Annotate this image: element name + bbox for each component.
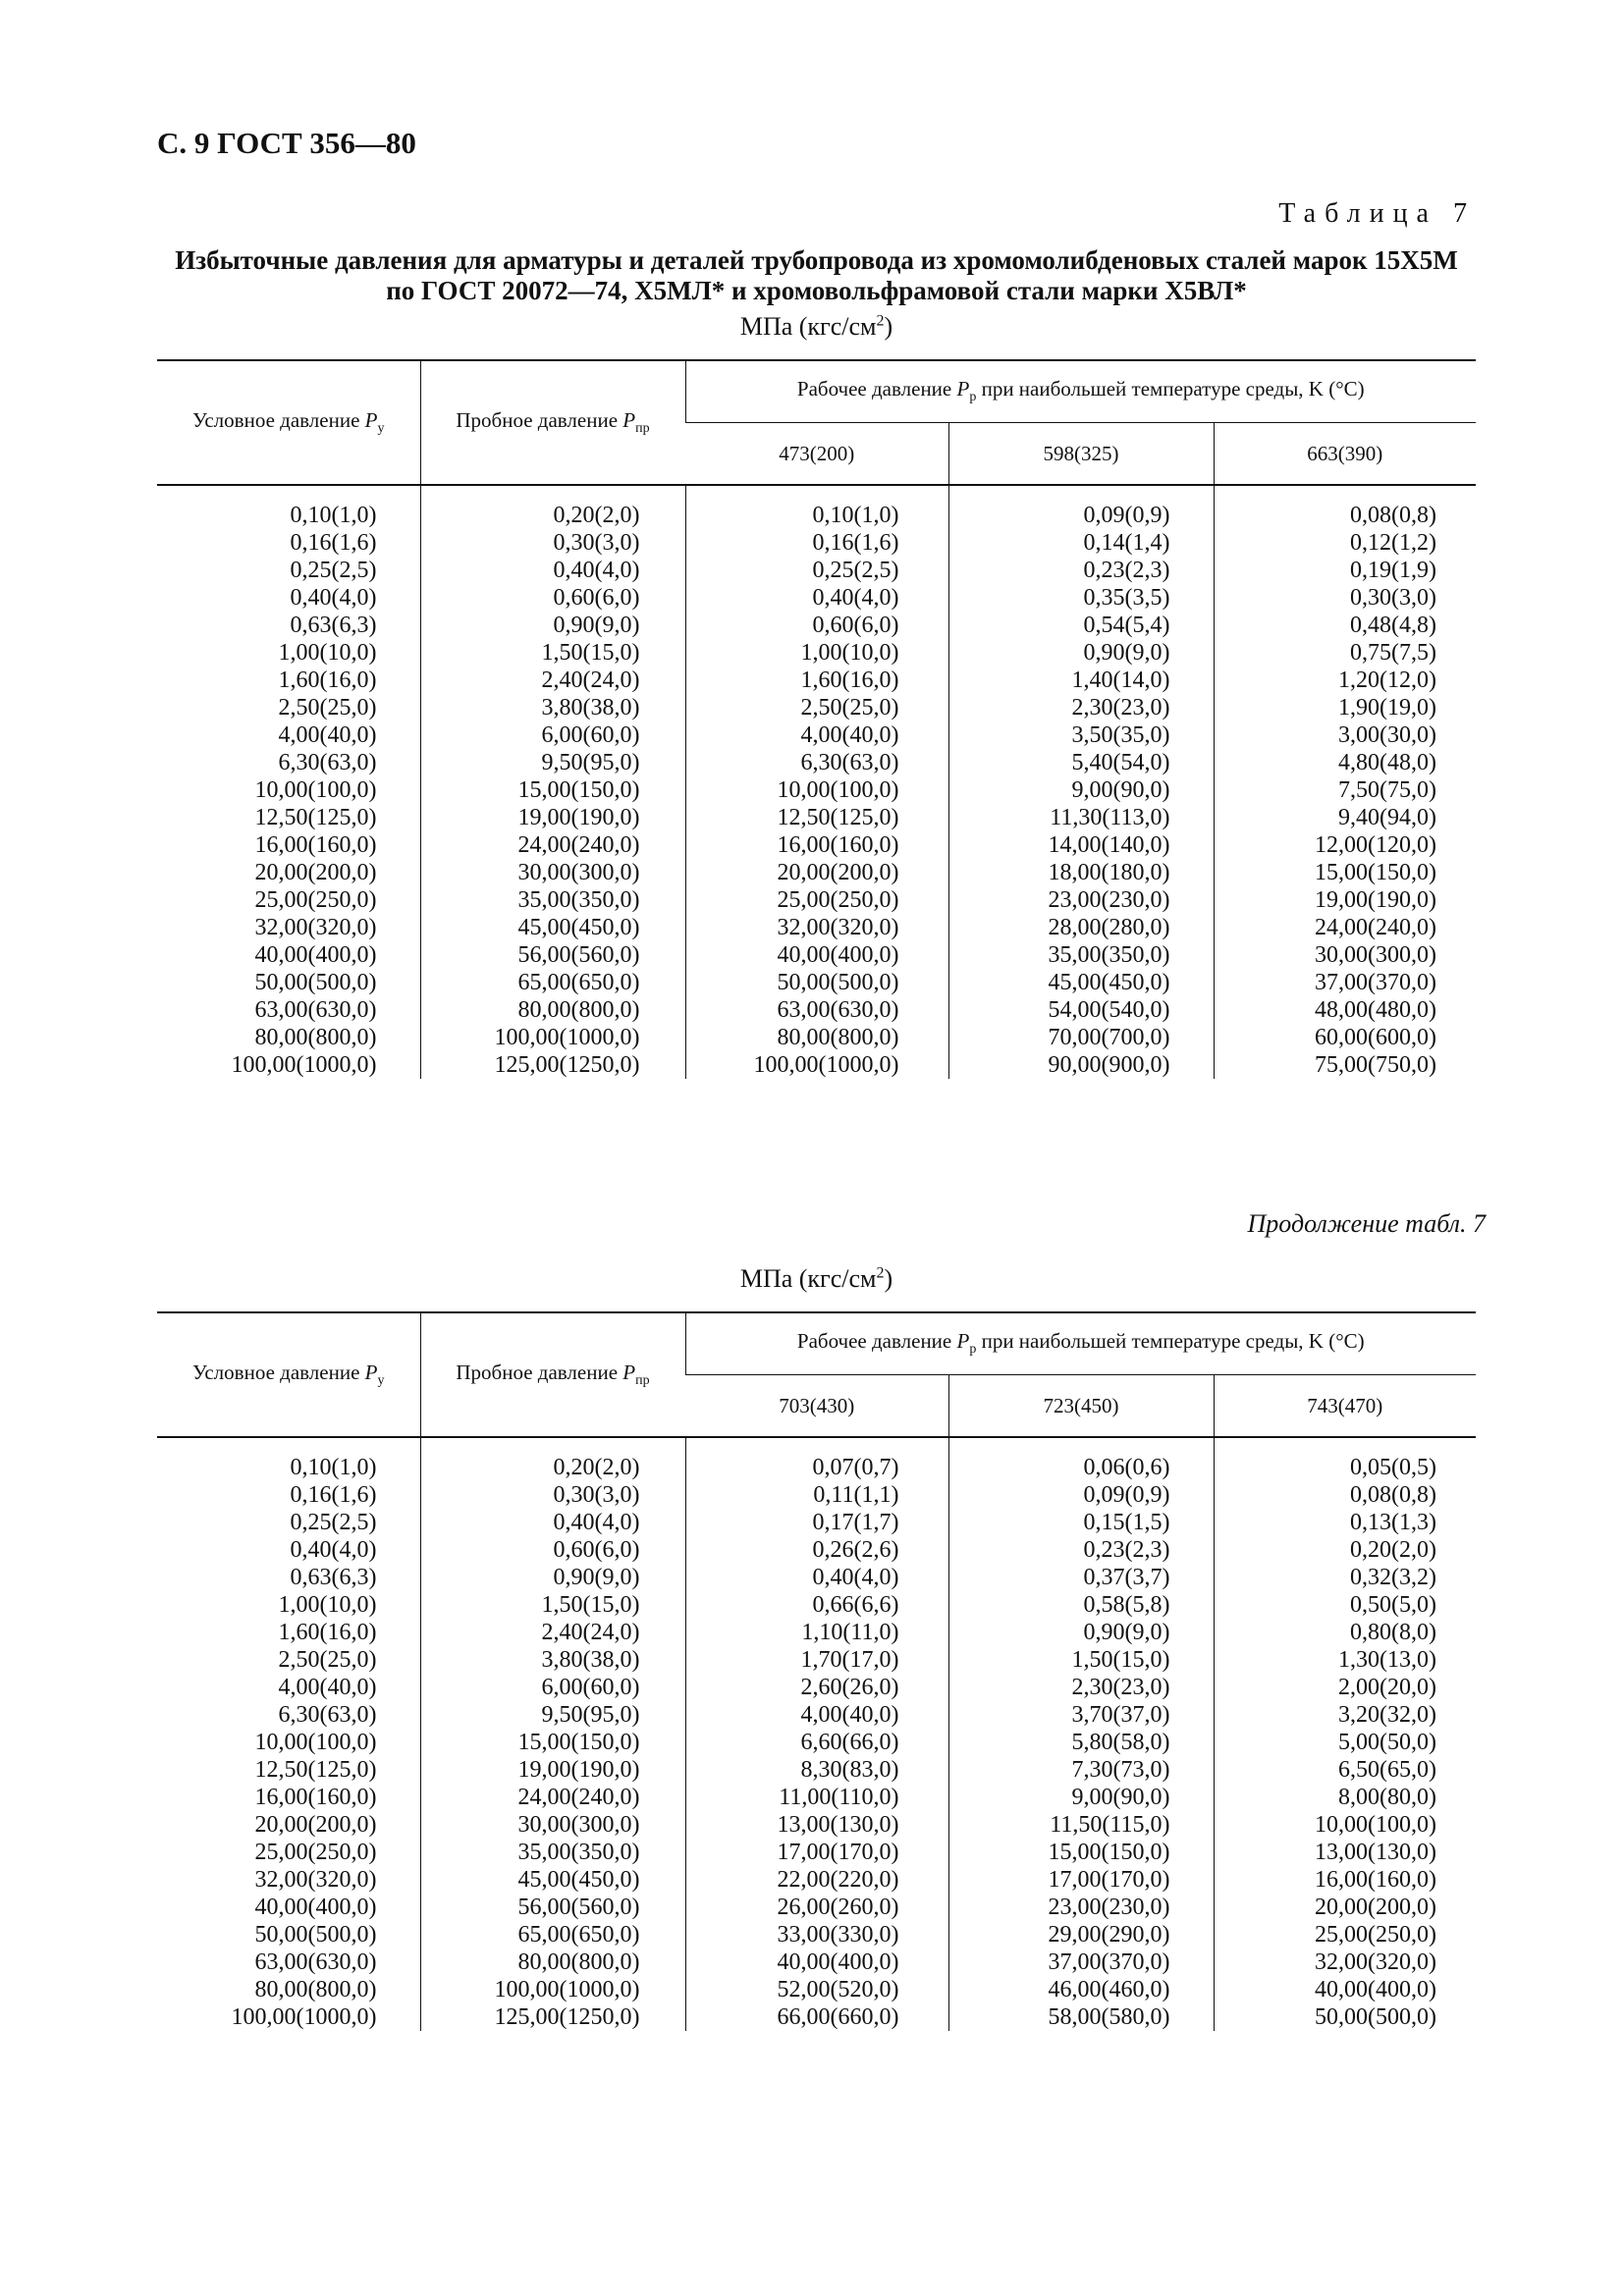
cell-test: 65,00(650,0) <box>420 969 685 996</box>
cell-nominal: 50,00(500,0) <box>254 970 377 995</box>
cell-working-2: 0,23(2,3) <box>948 1536 1214 1564</box>
cell-test: 2,40(24,0) <box>420 1619 685 1646</box>
cell-working-3: 12,00(120,0) <box>1214 831 1476 859</box>
cell-working-1: 0,10(1,0) <box>685 485 948 529</box>
cell-working-3: 0,12(1,2) <box>1214 529 1476 557</box>
cell-working-1: 40,00(400,0) <box>685 941 948 969</box>
table-row <box>157 804 1476 831</box>
table-title-line-2: по ГОСТ 20072—74, Х5МЛ* и хромовольфрамовой стали марки Х5ВЛ* <box>386 276 1247 305</box>
cell-working-2: 29,00(290,0) <box>948 1921 1214 1949</box>
table-row <box>157 1701 1476 1729</box>
cell-test: 1,50(15,0) <box>420 639 685 667</box>
cell-nominal: 6,30(63,0) <box>278 1702 377 1728</box>
table-row <box>157 1674 1476 1701</box>
cell-working-2: 28,00(280,0) <box>948 914 1214 941</box>
table-row <box>157 1536 1476 1564</box>
cell-working-3: 2,00(20,0) <box>1214 1674 1476 1701</box>
cell-test: 0,40(4,0) <box>420 557 685 584</box>
cell-nominal: 12,50(125,0) <box>254 1757 377 1783</box>
cell-working-2: 23,00(230,0) <box>948 886 1214 914</box>
table-row <box>157 1646 1476 1674</box>
cell-nominal: 16,00(160,0) <box>254 1785 377 1810</box>
cell-test: 15,00(150,0) <box>420 776 685 804</box>
cell-nominal: 40,00(400,0) <box>254 942 377 968</box>
cell-nominal: 10,00(100,0) <box>254 1730 377 1755</box>
cell-working-2: 2,30(23,0) <box>948 694 1214 721</box>
cell-working-1: 20,00(200,0) <box>685 859 948 886</box>
cell-nominal: 20,00(200,0) <box>254 1812 377 1838</box>
cell-working-3: 4,80(48,0) <box>1214 749 1476 776</box>
cell-nominal: 0,63(6,3) <box>290 613 377 638</box>
cell-working-1: 52,00(520,0) <box>685 1976 948 2003</box>
cell-working-3: 75,00(750,0) <box>1214 1051 1476 1079</box>
cell-working-2: 14,00(140,0) <box>948 831 1214 859</box>
header-nominal-pressure: Условное давление $P_у$ <box>192 1360 385 1389</box>
table-row <box>157 1811 1476 1839</box>
cell-working-2: 0,23(2,3) <box>948 557 1214 584</box>
unit-text: МПа (кгс/см <box>739 312 877 341</box>
cell-working-2: 90,00(900,0) <box>948 1051 1214 1079</box>
cell-working-3: 0,48(4,8) <box>1214 612 1476 639</box>
cell-working-1: 50,00(500,0) <box>685 969 948 996</box>
cell-working-1: 25,00(250,0) <box>685 886 948 914</box>
cell-working-1: 0,16(1,6) <box>685 529 948 557</box>
header-test-pressure: Пробное давление $P_{пр}$ <box>420 1312 685 1437</box>
cell-working-2: 58,00(580,0) <box>948 2003 1214 2031</box>
cell-working-3: 1,90(19,0) <box>1214 694 1476 721</box>
cell-working-1: 1,70(17,0) <box>685 1646 948 1674</box>
cell-test: 0,30(3,0) <box>420 1481 685 1509</box>
cell-working-1: 17,00(170,0) <box>685 1839 948 1866</box>
cell-test: 30,00(300,0) <box>420 1811 685 1839</box>
cell-working-2: 0,58(5,8) <box>948 1591 1214 1619</box>
cell-test: 35,00(350,0) <box>420 886 685 914</box>
cell-nominal: 32,00(320,0) <box>254 1867 377 1893</box>
table-row <box>157 1921 1476 1949</box>
table-row <box>157 969 1476 996</box>
cell-test: 2,40(24,0) <box>420 667 685 694</box>
cell-working-2: 0,90(9,0) <box>948 1619 1214 1646</box>
table-head <box>157 360 1476 485</box>
cell-working-3: 0,08(0,8) <box>1214 1481 1476 1509</box>
cell-nominal: 25,00(250,0) <box>254 1840 377 1865</box>
cell-working-3: 10,00(100,0) <box>1214 1811 1476 1839</box>
cell-nominal: 0,40(4,0) <box>290 1537 377 1563</box>
cell-test: 6,00(60,0) <box>420 721 685 749</box>
cell-working-1: 0,25(2,5) <box>685 557 948 584</box>
cell-test: 65,00(650,0) <box>420 1921 685 1949</box>
cell-test: 45,00(450,0) <box>420 1866 685 1894</box>
cell-nominal: 100,00(1000,0) <box>231 1052 377 1078</box>
cell-working-2: 2,30(23,0) <box>948 1674 1214 1701</box>
cell-working-1: 6,60(66,0) <box>685 1729 948 1756</box>
header-temp-2: 598(325) <box>948 423 1214 486</box>
cell-nominal: 0,25(2,5) <box>290 558 377 583</box>
table-row <box>157 859 1476 886</box>
cell-working-3: 0,32(3,2) <box>1214 1564 1476 1591</box>
table-row <box>157 1894 1476 1921</box>
cell-working-1: 22,00(220,0) <box>685 1866 948 1894</box>
cell-test: 35,00(350,0) <box>420 1839 685 1866</box>
cell-working-2: 1,40(14,0) <box>948 667 1214 694</box>
cell-working-3: 3,00(30,0) <box>1214 721 1476 749</box>
cell-working-2: 46,00(460,0) <box>948 1976 1214 2003</box>
cell-working-2: 0,09(0,9) <box>948 485 1214 529</box>
cell-test: 125,00(1250,0) <box>420 2003 685 2031</box>
cell-working-3: 48,00(480,0) <box>1214 996 1476 1024</box>
cell-nominal: 12,50(125,0) <box>254 805 377 830</box>
cell-working-3: 60,00(600,0) <box>1214 1024 1476 1051</box>
cell-working-2: 1,50(15,0) <box>948 1646 1214 1674</box>
cell-working-3: 1,20(12,0) <box>1214 667 1476 694</box>
cell-nominal: 40,00(400,0) <box>254 1895 377 1920</box>
page-header: С. 9 ГОСТ 356—80 <box>157 126 416 160</box>
cell-working-3: 40,00(400,0) <box>1214 1976 1476 2003</box>
cell-nominal: 0,16(1,6) <box>290 1482 377 1508</box>
table-row <box>157 557 1476 584</box>
cell-test: 0,90(9,0) <box>420 1564 685 1591</box>
table-head <box>157 1312 1476 1437</box>
table-row <box>157 1976 1476 2003</box>
header-nominal-pressure: Условное давление $P_у$ <box>192 407 385 437</box>
table-row <box>157 1051 1476 1079</box>
cell-working-3: 19,00(190,0) <box>1214 886 1476 914</box>
cell-working-1: 80,00(800,0) <box>685 1024 948 1051</box>
cell-working-1: 1,60(16,0) <box>685 667 948 694</box>
cell-working-3: 6,50(65,0) <box>1214 1756 1476 1784</box>
unit-tail: ) <box>884 1264 893 1293</box>
unit-label-2 <box>157 1264 1476 1294</box>
cell-test: 1,50(15,0) <box>420 1591 685 1619</box>
table-row <box>157 529 1476 557</box>
cell-working-3: 30,00(300,0) <box>1214 941 1476 969</box>
cell-test: 3,80(38,0) <box>420 1646 685 1674</box>
cell-working-1: 4,00(40,0) <box>685 721 948 749</box>
table-row <box>157 694 1476 721</box>
table-row <box>157 485 1476 529</box>
cell-test: 56,00(560,0) <box>420 1894 685 1921</box>
table-number: Таблица 7 <box>1278 198 1476 229</box>
table-row <box>157 1437 1476 1481</box>
header-working-pressure: Рабочее давление $P_р$ при наибольшей температуре среды, K (°С) <box>685 1312 1476 1375</box>
cell-working-2: 0,35(3,5) <box>948 584 1214 612</box>
table-row <box>157 941 1476 969</box>
cell-working-3: 8,00(80,0) <box>1214 1784 1476 1811</box>
cell-test: 9,50(95,0) <box>420 749 685 776</box>
cell-working-3: 9,40(94,0) <box>1214 804 1476 831</box>
cell-working-1: 0,40(4,0) <box>685 1564 948 1591</box>
cell-working-2: 23,00(230,0) <box>948 1894 1214 1921</box>
cell-nominal: 1,60(16,0) <box>278 667 377 693</box>
cell-test: 100,00(1000,0) <box>420 1976 685 2003</box>
unit-tail: ) <box>884 312 893 341</box>
cell-working-1: 16,00(160,0) <box>685 831 948 859</box>
cell-test: 80,00(800,0) <box>420 1949 685 1976</box>
cell-working-3: 16,00(160,0) <box>1214 1866 1476 1894</box>
cell-nominal: 32,00(320,0) <box>254 915 377 940</box>
cell-nominal: 63,00(630,0) <box>254 1949 377 1975</box>
cell-working-2: 0,37(3,7) <box>948 1564 1214 1591</box>
cell-nominal: 0,63(6,3) <box>290 1565 377 1590</box>
cell-working-1: 11,00(110,0) <box>685 1784 948 1811</box>
table-row <box>157 749 1476 776</box>
table-row <box>157 1784 1476 1811</box>
table-row <box>157 584 1476 612</box>
cell-test: 0,30(3,0) <box>420 529 685 557</box>
cell-working-1: 63,00(630,0) <box>685 996 948 1024</box>
cell-working-1: 10,00(100,0) <box>685 776 948 804</box>
cell-test: 0,60(6,0) <box>420 1536 685 1564</box>
cell-nominal: 80,00(800,0) <box>254 1025 377 1050</box>
cell-working-3: 0,50(5,0) <box>1214 1591 1476 1619</box>
cell-working-2: 18,00(180,0) <box>948 859 1214 886</box>
cell-nominal: 50,00(500,0) <box>254 1922 377 1948</box>
cell-working-1: 4,00(40,0) <box>685 1701 948 1729</box>
cell-test: 100,00(1000,0) <box>420 1024 685 1051</box>
cell-working-1: 32,00(320,0) <box>685 914 948 941</box>
cell-working-2: 11,50(115,0) <box>948 1811 1214 1839</box>
table-row <box>157 1591 1476 1619</box>
cell-working-3: 50,00(500,0) <box>1214 2003 1476 2031</box>
cell-nominal: 10,00(100,0) <box>254 777 377 803</box>
cell-test: 0,60(6,0) <box>420 584 685 612</box>
cell-working-1: 0,26(2,6) <box>685 1536 948 1564</box>
cell-working-2: 5,40(54,0) <box>948 749 1214 776</box>
cell-test: 9,50(95,0) <box>420 1701 685 1729</box>
table-row <box>157 831 1476 859</box>
cell-working-2: 0,54(5,4) <box>948 612 1214 639</box>
cell-working-3: 37,00(370,0) <box>1214 969 1476 996</box>
table-row <box>157 1024 1476 1051</box>
cell-test: 80,00(800,0) <box>420 996 685 1024</box>
header-temp-1: 703(430) <box>685 1375 948 1438</box>
cell-test: 0,20(2,0) <box>420 485 685 529</box>
table-row <box>157 639 1476 667</box>
pressure-table-1 <box>157 359 1476 1079</box>
cell-working-2: 54,00(540,0) <box>948 996 1214 1024</box>
table-row <box>157 996 1476 1024</box>
cell-test: 3,80(38,0) <box>420 694 685 721</box>
cell-test: 6,00(60,0) <box>420 1674 685 1701</box>
cell-nominal: 0,10(1,0) <box>290 503 377 528</box>
cell-working-1: 40,00(400,0) <box>685 1949 948 1976</box>
cell-nominal: 20,00(200,0) <box>254 860 377 885</box>
header-temp-2: 723(450) <box>948 1375 1214 1438</box>
cell-working-1: 0,07(0,7) <box>685 1437 948 1481</box>
cell-working-3: 0,75(7,5) <box>1214 639 1476 667</box>
cell-working-2: 0,09(0,9) <box>948 1481 1214 1509</box>
continuation-label: Продолжение табл. 7 <box>1247 1209 1486 1238</box>
cell-working-3: 0,80(8,0) <box>1214 1619 1476 1646</box>
cell-working-3: 25,00(250,0) <box>1214 1921 1476 1949</box>
cell-nominal: 25,00(250,0) <box>254 887 377 913</box>
cell-test: 0,40(4,0) <box>420 1509 685 1536</box>
cell-working-3: 0,05(0,5) <box>1214 1437 1476 1481</box>
cell-working-2: 9,00(90,0) <box>948 776 1214 804</box>
cell-nominal: 100,00(1000,0) <box>231 2004 377 2030</box>
cell-working-2: 37,00(370,0) <box>948 1949 1214 1976</box>
cell-working-2: 3,70(37,0) <box>948 1701 1214 1729</box>
cell-nominal: 80,00(800,0) <box>254 1977 377 2002</box>
cell-working-2: 3,50(35,0) <box>948 721 1214 749</box>
cell-working-2: 0,15(1,5) <box>948 1509 1214 1536</box>
cell-working-2: 45,00(450,0) <box>948 969 1214 996</box>
cell-test: 15,00(150,0) <box>420 1729 685 1756</box>
cell-nominal: 1,60(16,0) <box>278 1620 377 1645</box>
cell-working-1: 33,00(330,0) <box>685 1921 948 1949</box>
header-temp-1: 473(200) <box>685 423 948 486</box>
cell-working-3: 1,30(13,0) <box>1214 1646 1476 1674</box>
cell-working-3: 24,00(240,0) <box>1214 914 1476 941</box>
cell-nominal: 0,40(4,0) <box>290 585 377 611</box>
cell-nominal: 1,00(10,0) <box>278 1592 377 1618</box>
cell-nominal: 0,16(1,6) <box>290 530 377 556</box>
cell-working-3: 0,08(0,8) <box>1214 485 1476 529</box>
table-row <box>157 612 1476 639</box>
cell-test: 125,00(1250,0) <box>420 1051 685 1079</box>
cell-test: 19,00(190,0) <box>420 804 685 831</box>
table-title <box>157 245 1476 306</box>
table-row <box>157 914 1476 941</box>
cell-working-1: 66,00(660,0) <box>685 2003 948 2031</box>
cell-nominal: 0,25(2,5) <box>290 1510 377 1535</box>
unit-label <box>157 312 1476 342</box>
cell-test: 0,90(9,0) <box>420 612 685 639</box>
cell-test: 45,00(450,0) <box>420 914 685 941</box>
cell-working-2: 9,00(90,0) <box>948 1784 1214 1811</box>
cell-working-2: 5,80(58,0) <box>948 1729 1214 1756</box>
cell-working-1: 0,66(6,6) <box>685 1591 948 1619</box>
table-row <box>157 886 1476 914</box>
pressure-table-2 <box>157 1311 1476 2031</box>
cell-nominal: 4,00(40,0) <box>278 722 377 748</box>
cell-working-1: 13,00(130,0) <box>685 1811 948 1839</box>
pressure-table <box>157 359 1476 1079</box>
table-row <box>157 667 1476 694</box>
cell-working-1: 12,50(125,0) <box>685 804 948 831</box>
cell-working-2: 0,14(1,4) <box>948 529 1214 557</box>
cell-working-3: 0,19(1,9) <box>1214 557 1476 584</box>
table-row <box>157 2003 1476 2031</box>
cell-working-2: 7,30(73,0) <box>948 1756 1214 1784</box>
header-temp-3: 743(470) <box>1214 1375 1476 1438</box>
cell-working-1: 6,30(63,0) <box>685 749 948 776</box>
cell-working-2: 0,06(0,6) <box>948 1437 1214 1481</box>
cell-working-2: 15,00(150,0) <box>948 1839 1214 1866</box>
cell-working-3: 7,50(75,0) <box>1214 776 1476 804</box>
cell-working-3: 15,00(150,0) <box>1214 859 1476 886</box>
cell-test: 24,00(240,0) <box>420 831 685 859</box>
cell-working-1: 2,50(25,0) <box>685 694 948 721</box>
unit-text: МПа (кгс/см <box>739 1264 877 1293</box>
table-row <box>157 1839 1476 1866</box>
table-row <box>157 1619 1476 1646</box>
cell-working-3: 3,20(32,0) <box>1214 1701 1476 1729</box>
table-row <box>157 1729 1476 1756</box>
cell-working-1: 0,11(1,1) <box>685 1481 948 1509</box>
cell-nominal: 2,50(25,0) <box>278 1647 377 1673</box>
table-body <box>157 485 1476 1079</box>
cell-working-1: 26,00(260,0) <box>685 1894 948 1921</box>
cell-test: 56,00(560,0) <box>420 941 685 969</box>
cell-working-3: 32,00(320,0) <box>1214 1949 1476 1976</box>
cell-working-3: 20,00(200,0) <box>1214 1894 1476 1921</box>
table-row <box>157 1866 1476 1894</box>
cell-test: 19,00(190,0) <box>420 1756 685 1784</box>
cell-test: 24,00(240,0) <box>420 1784 685 1811</box>
table-row <box>157 1509 1476 1536</box>
table-row <box>157 1481 1476 1509</box>
cell-working-1: 0,40(4,0) <box>685 584 948 612</box>
table-body <box>157 1437 1476 2031</box>
table-title-line-1: Избыточные давления для арматуры и деталей трубопровода из хромомолибденовых сталей марок 15Х5М <box>175 245 1458 275</box>
cell-working-2: 17,00(170,0) <box>948 1866 1214 1894</box>
cell-nominal: 4,00(40,0) <box>278 1675 377 1700</box>
table-row <box>157 1756 1476 1784</box>
cell-working-1: 100,00(1000,0) <box>685 1051 948 1079</box>
table-row <box>157 1949 1476 1976</box>
table-row <box>157 776 1476 804</box>
cell-nominal: 0,10(1,0) <box>290 1455 377 1480</box>
pressure-table <box>157 1311 1476 2031</box>
cell-nominal: 1,00(10,0) <box>278 640 377 666</box>
cell-test: 30,00(300,0) <box>420 859 685 886</box>
header-working-pressure: Рабочее давление $P_р$ при наибольшей температуре среды, K (°С) <box>685 360 1476 423</box>
cell-test: 0,20(2,0) <box>420 1437 685 1481</box>
cell-working-1: 2,60(26,0) <box>685 1674 948 1701</box>
unit-superscript: 2 <box>876 1264 885 1282</box>
table-row <box>157 721 1476 749</box>
cell-nominal: 6,30(63,0) <box>278 750 377 775</box>
cell-nominal: 63,00(630,0) <box>254 997 377 1023</box>
cell-working-2: 70,00(700,0) <box>948 1024 1214 1051</box>
cell-working-2: 0,90(9,0) <box>948 639 1214 667</box>
cell-working-3: 5,00(50,0) <box>1214 1729 1476 1756</box>
cell-working-3: 0,13(1,3) <box>1214 1509 1476 1536</box>
cell-nominal: 16,00(160,0) <box>254 832 377 858</box>
cell-working-1: 0,60(6,0) <box>685 612 948 639</box>
cell-working-3: 0,20(2,0) <box>1214 1536 1476 1564</box>
header-temp-3: 663(390) <box>1214 423 1476 486</box>
table-row <box>157 1564 1476 1591</box>
cell-working-3: 13,00(130,0) <box>1214 1839 1476 1866</box>
cell-nominal: 2,50(25,0) <box>278 695 377 721</box>
unit-superscript: 2 <box>876 312 885 330</box>
cell-working-3: 0,30(3,0) <box>1214 584 1476 612</box>
header-test-pressure: Пробное давление $P_{пр}$ <box>420 360 685 485</box>
cell-working-1: 8,30(83,0) <box>685 1756 948 1784</box>
cell-working-2: 11,30(113,0) <box>948 804 1214 831</box>
cell-working-1: 1,00(10,0) <box>685 639 948 667</box>
cell-working-1: 0,17(1,7) <box>685 1509 948 1536</box>
cell-working-1: 1,10(11,0) <box>685 1619 948 1646</box>
cell-working-2: 35,00(350,0) <box>948 941 1214 969</box>
